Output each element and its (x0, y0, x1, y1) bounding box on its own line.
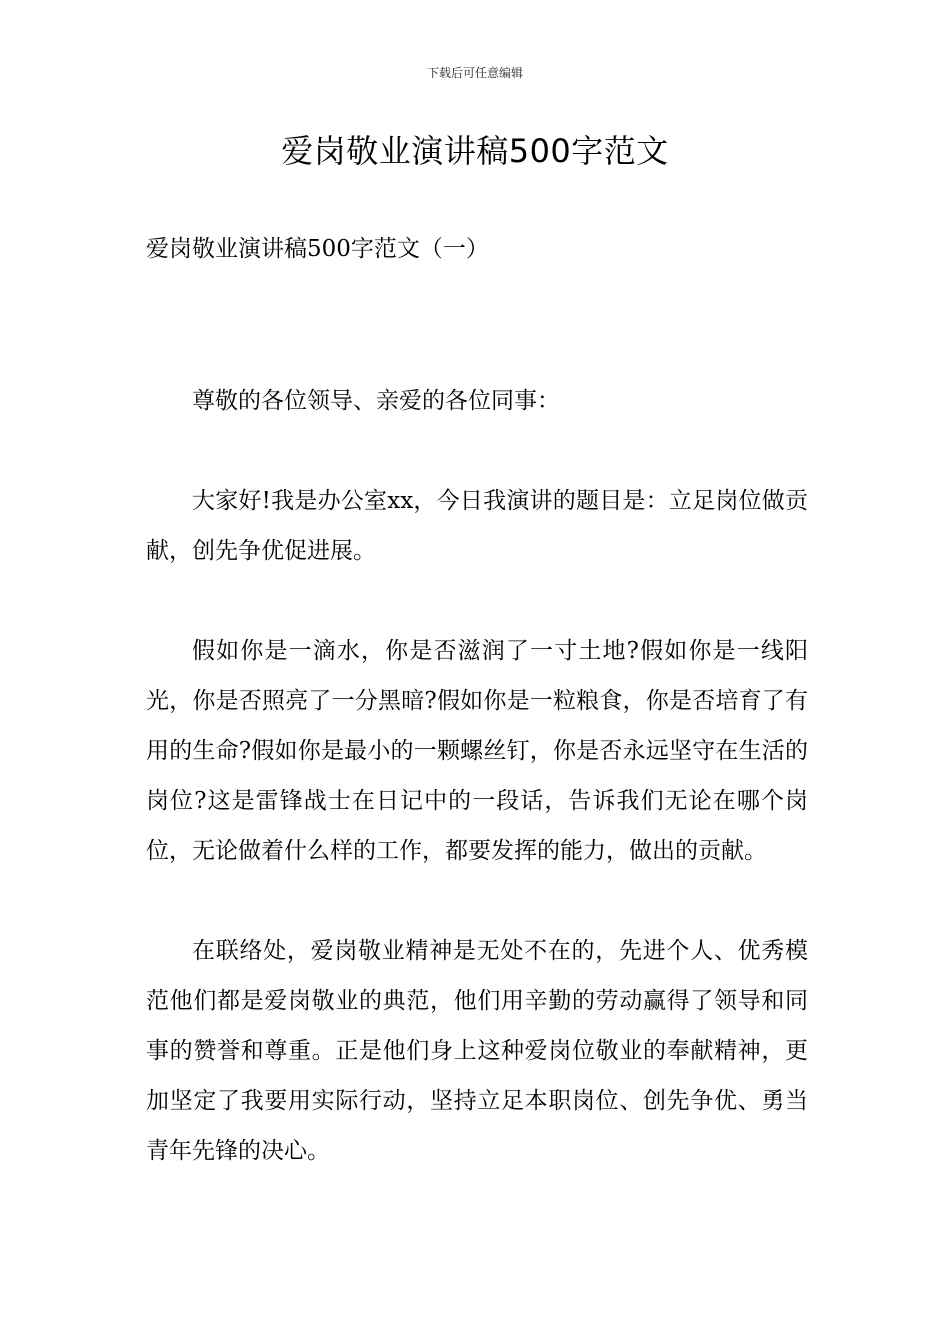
paragraph-water-drop: 假如你是一滴水，你是否滋润了一寸土地?假如你是一线阳光，你是否照亮了一分黑暗?假如你是一粒粮食，你是否培育了有用的生命?假如你是最小的一颗螺丝钉，你是否永远坚守在生活的岗位?这是雷锋战士在日记中的一段话，告诉我们无论在哪个岗位，无论做着什么样的工作，都要发挥的能力，做出的贡献。 (146, 638, 808, 864)
section-subtitle: 爱岗敬业演讲稿500字范文（一） (146, 236, 489, 262)
paragraph-greeting: 尊敬的各位领导、亲爱的各位同事： (192, 388, 560, 414)
paragraph-intro: 大家好!我是办公室xx，今日我演讲的题目是：立足岗位做贡献，创先争优促进展。 (146, 488, 808, 564)
paragraph-liaison-office: 在联络处，爱岗敬业精神是无处不在的，先进个人、优秀模范他们都是爱岗敬业的典范，他们用辛勤的劳动赢得了领导和同事的赞誉和尊重。正是他们身上这种爱岗位敬业的奉献精神，更加坚定了我要用实际行动，坚持立足本职岗位、创先争优、勇当青年先锋的决心。 (146, 938, 808, 1164)
document-title: 爱岗敬业演讲稿500字范文 (281, 132, 669, 170)
document-body (146, 376, 808, 1226)
header-note: 下载后可任意编辑 (426, 66, 523, 80)
